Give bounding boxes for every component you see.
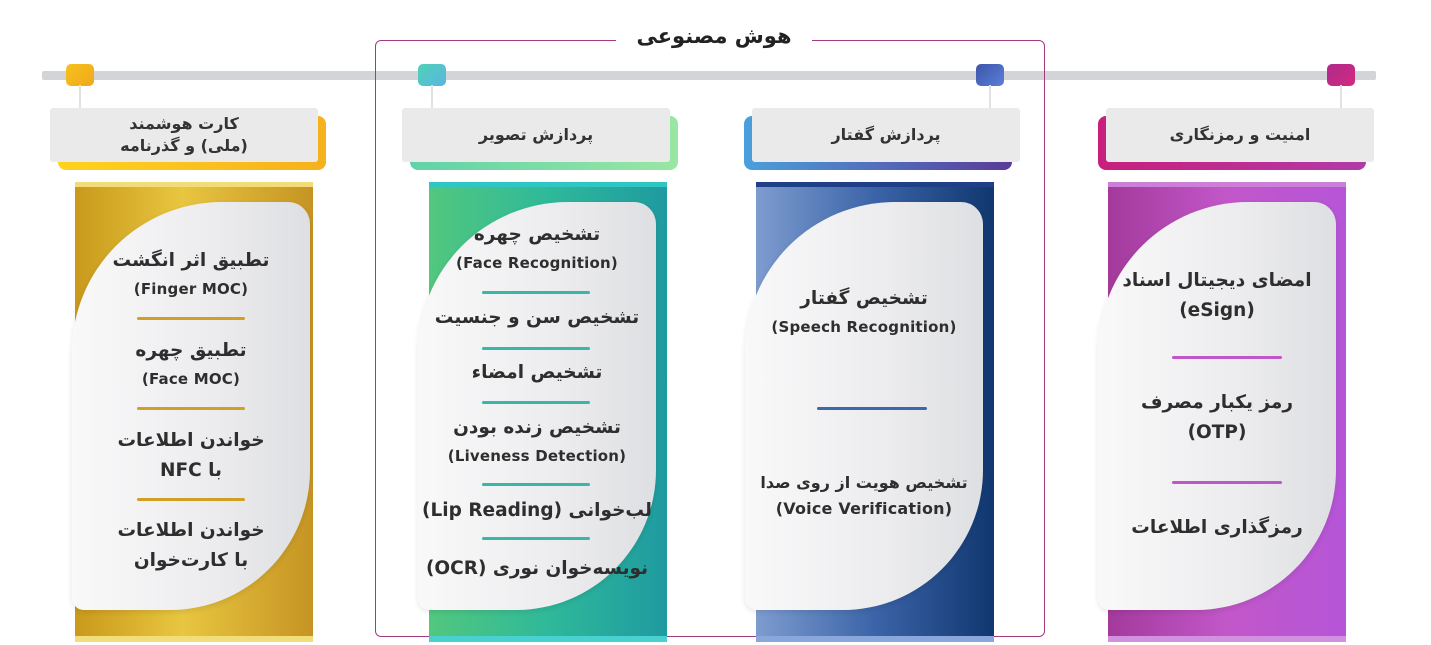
list-item: تشخیص چهره (Face Recognition) (456, 224, 618, 272)
item-divider (482, 401, 590, 404)
item-divider (482, 347, 590, 350)
list-item: تطبیق چهره (Face MOC) (135, 340, 247, 388)
list-item: تشخیص سن و جنسیت (434, 307, 640, 328)
item-divider (482, 537, 590, 540)
ai-group-title: هوش مصنوعی (616, 18, 812, 54)
list-item: امضای دیجیتال اسناد (eSign) (1122, 270, 1312, 321)
list-item: خواندن اطلاعات با کارت‌خوان (117, 520, 265, 571)
column-card-speech (745, 202, 983, 610)
item-divider (817, 407, 927, 410)
list-item: تشخیص امضاء (471, 362, 603, 383)
list-item: تطبیق اثر انگشت (Finger MOC) (112, 250, 270, 298)
list-item: تشخیص زنده بودن (Liveness Detection) (447, 417, 627, 465)
column-header-security: امنیت و رمزنگاری (1106, 108, 1374, 162)
column-header-speech: پردازش گفتار (752, 108, 1020, 162)
item-divider (137, 498, 245, 501)
item-divider (137, 317, 245, 320)
item-divider (1172, 356, 1282, 359)
item-divider (482, 291, 590, 294)
item-divider (137, 407, 245, 410)
list-item: لب‌خوانی (Lip Reading) (422, 500, 652, 521)
item-divider (1172, 481, 1282, 484)
column-header-card (50, 108, 318, 162)
timeline-stem-card (79, 85, 81, 109)
timeline-marker-card (66, 64, 94, 86)
list-item: رمز یکبار مصرف (OTP) (1140, 392, 1294, 443)
list-item: تشخیص هویت از روی صدا (Voice Verification) (760, 473, 968, 518)
column-header-image: پردازش تصویر (402, 108, 670, 162)
list-item: خواندن اطلاعات با NFC (117, 430, 265, 481)
timeline-marker-security (1327, 64, 1355, 86)
timeline-stem-security (1340, 85, 1342, 109)
list-item: رمزگذاری اطلاعات (1131, 517, 1303, 538)
list-item: نویسه‌خوان نوری (OCR) (425, 558, 649, 579)
header-line-2: (ملی) و گذرنامه (120, 136, 248, 155)
item-divider (482, 483, 590, 486)
header-line-1: کارت هوشمند (129, 114, 239, 134)
list-item: تشخیص گفتار (Speech Recognition) (771, 288, 957, 336)
